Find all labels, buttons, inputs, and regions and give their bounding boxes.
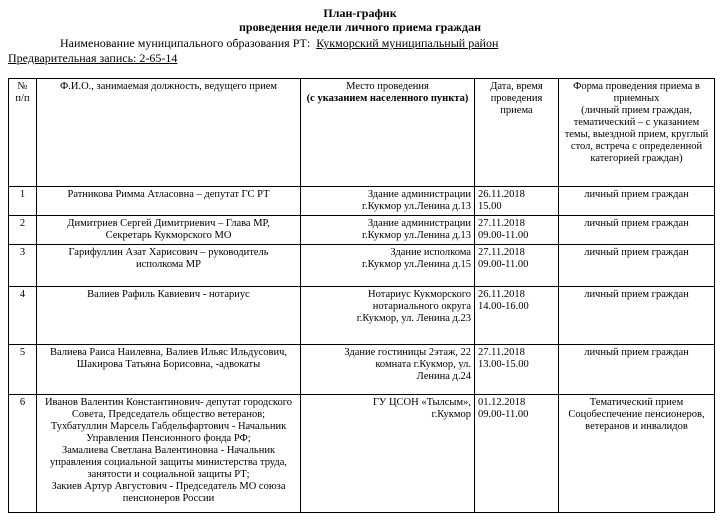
table-row [9,395,715,513]
municipality-line [60,36,498,51]
row-name: Ратникова Римма Атласовна – депутат ГС РТ [37,187,301,216]
row-name: Валиев Рафиль Кавиевич - нотариус [37,287,301,345]
col-header-place-main: Место проведения [346,81,429,92]
col-header-place [301,79,475,187]
row-form: личный прием граждан [559,245,715,287]
row-form: Тематический прием Соцобеспечение пенсионеров, ветеранов и инвалидов [559,395,715,513]
row-place: Здание администрации г.Кукмор ул.Ленина д.13 [301,187,475,216]
row-form: личный прием граждан [559,187,715,216]
col-header-form: Форма проведения приема в приемных (личный прием граждан, тематический – с указанием темы, выездной прием, круглый стол, встреча с определенной категорией граждан) [559,79,715,187]
row-place: Здание администрации г.Кукмор ул.Ленина д.13 [301,216,475,245]
row-name: Иванов Валентин Константинович- депутат городского Совета, Председатель общество ветеранов; Тухбатуллин Марсель Габдельфартович - Начальник Управления Пенсионного фонда РФ; Замалиева Светлана Валентиновна - Начальник управления социальной защиты министерства труда, занятости и социальной защиты РТ; Закиев Артур Августович - Председатель МО союза пенсионеров России [37,395,301,513]
row-name: Димитриев Сергей Димитриевич – Глава МР, Секретарь Кукморского МО [37,216,301,245]
page-title: План-график [323,6,397,20]
row-place: Здание гостиницы 2этаж, 22 комната г.Кукмор, ул. Ленина д.24 [301,345,475,395]
row-num: 2 [9,216,37,245]
row-date: 27.11.2018 13.00-15.00 [475,345,559,395]
col-header-num: № п/п [9,79,37,187]
row-num: 5 [9,345,37,395]
row-date: 27.11.2018 09.00-11.00 [475,216,559,245]
row-name: Валиева Раиса Наилевна, Валиев Ильяс Ильдусович, Шакирова Татьяна Борисовна, -адвокаты [37,345,301,395]
col-header-place-sub: (с указанием населенного пункта) [306,93,469,104]
row-num: 6 [9,395,37,513]
municipality-label: Наименование муниципального образования РТ: [60,36,311,50]
col-header-date: Дата, время проведения приема [475,79,559,187]
row-date: 26.11.2018 15.00 [475,187,559,216]
row-place: Нотариус Кукморского нотариального округа г.Кукмор, ул. Ленина д.23 [301,287,475,345]
row-form: личный прием граждан [559,287,715,345]
row-date: 27.11.2018 09.00-11.00 [475,245,559,287]
row-date: 26.11.2018 14.00-16.00 [475,287,559,345]
preregistration-line: Предварительная запись: 2-65-14 [8,51,178,65]
table-header-row [9,79,715,187]
row-name: Гарифуллин Азат Харисович – руководитель исполкома МР [37,245,301,287]
row-form: личный прием граждан [559,345,715,395]
row-place: Здание исполкома г.Кукмор ул.Ленина д.15 [301,245,475,287]
row-place: ГУ ЦСОН «Тылсым», г.Кукмор [301,395,475,513]
row-form: личный прием граждан [559,216,715,245]
table-row [9,345,715,395]
table-row [9,287,715,345]
row-num: 1 [9,187,37,216]
row-date: 01.12.2018 09.00-11.00 [475,395,559,513]
municipality-value: Кукморский муниципальный район [316,36,499,50]
table-body [9,187,715,513]
col-header-name: Ф.И.О., занимаемая должность, ведущего прием [37,79,301,187]
schedule-table [8,78,715,513]
table-row [9,216,715,245]
row-num: 3 [9,245,37,287]
table-row [9,187,715,216]
page-subtitle: проведения недели личного приема граждан [239,20,481,34]
table-row [9,245,715,287]
row-num: 4 [9,287,37,345]
